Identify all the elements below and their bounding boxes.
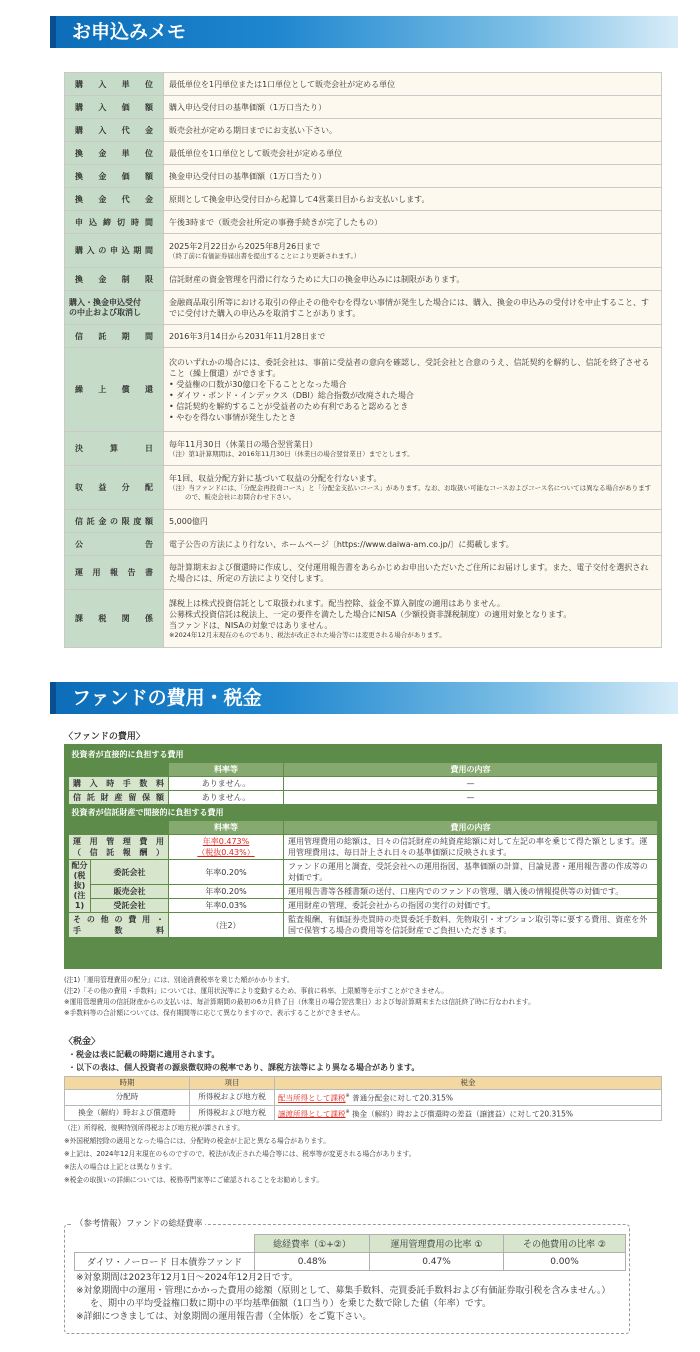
list-item: • ダイワ・ボンド・インデックス（DBI）総合指数が改廃された場合 [169, 390, 656, 401]
memo-value: 購入申込受付日の基準価額（1万口当たり） [164, 96, 662, 119]
memo-value-text: 次のいずれかの場合には、委託会社は、事前に受益者の意向を確認し、受託会社と合意のうえ、信託契約を解約し、信託を終了させること（繰上償還）ができます。 [169, 357, 650, 378]
col-head: 総経費率（①+②） [255, 1235, 370, 1253]
memo-value: 最低単位を1円単位または1口単位として販売会社が定める単位 [164, 73, 662, 96]
table-row [69, 835, 658, 860]
tax-type: 譲渡所得として課税 [278, 1109, 346, 1118]
tax-when: 分配時 [65, 1090, 190, 1106]
allocation-key-line: 配分 [71, 861, 88, 870]
table-row [65, 1105, 662, 1121]
tax-sup: ※ [345, 1108, 350, 1115]
memo-key: 公告 [65, 533, 164, 556]
memo-value: 午後3時まで（販売会社所定の事務手続きが完了したもの） [164, 211, 662, 234]
tax-notes [64, 1122, 684, 1187]
fee-desc: 運用管理費用の総額は、日々の信託財産の純資産総額に対して左記の率を乗じて得た額とします。運用管理費用は、毎日計上され日々の基準価額に反映されます。 [284, 835, 658, 860]
fee-rate: 年率0.20% [169, 885, 284, 899]
fee-key: 信託財産留保額 [69, 791, 169, 805]
memo-key: 換金価額 [65, 165, 164, 188]
memo-note: ※2024年12月末現在のものであり、税法が改正された場合等には変更される場合があります。 [169, 630, 446, 639]
other-ratio: 0.00% [503, 1253, 625, 1271]
fee-rate-red: 年率0.473% [202, 837, 250, 846]
table-row [65, 466, 662, 510]
table-row [65, 510, 662, 533]
memo-value [164, 432, 662, 466]
table-row [65, 234, 662, 268]
memo-value: 2016年3月14日から2031年11月28日まで [164, 325, 662, 348]
col-head: 時期 [65, 1077, 190, 1090]
memo-note: （注）当ファンドには、「分配金再投資コース」と「分配金支払いコース」があります。なお、お取扱い可能なコースおよびコース名については異なる場合がありますので、販売会社にお問合わせ下さい。 [169, 484, 652, 501]
tax-bullet: ・税金は表に記載の時期に適用されます。 [68, 1050, 220, 1059]
fee-desc: — [284, 777, 658, 791]
memo-key: 購入単位 [65, 73, 164, 96]
footnote: (注2)「その他の費用・手数料」については、運用状況等により変動するため、事前に料率、上限額等を示すことができません。 [64, 987, 448, 995]
footnote: ※対象期間は2023年12月1日～2024年12月2日です。 [76, 1273, 298, 1283]
memo-value-text: 2025年2月22日から2025年8月26日まで [169, 241, 321, 251]
total-ratio: 0.48% [255, 1253, 370, 1271]
col-head: 項目 [190, 1077, 275, 1090]
fee-rate [169, 835, 284, 860]
memo-value: 信託財産の資金管理を円滑に行なうために大口の換金申込みには制限があります。 [164, 268, 662, 291]
memo-key: 換金代金 [65, 188, 164, 211]
memo-key: 決算日 [65, 432, 164, 466]
fee-key-line: その他の費用・ [73, 915, 164, 924]
fund-fees-label: 〈ファンドの費用〉 [64, 732, 145, 742]
reference-notes [76, 1272, 626, 1324]
memo-key-line: 購入・換金申込受付 [69, 297, 141, 307]
section-header-fees: ファンドの費用・税金 [50, 682, 678, 714]
table-row [65, 556, 662, 590]
tax-desc [275, 1105, 662, 1121]
fee-key: 購入時手数料 [69, 777, 169, 791]
list-item: • 信託契約を解約することが受益者のため有利であると認めるとき [169, 401, 656, 412]
fee-key [69, 835, 169, 860]
table-row [65, 142, 662, 165]
col-head: その他費用の比率 ② [503, 1235, 625, 1253]
table-row [69, 885, 658, 899]
memo-note: （終了前に有価証券届出書を提出することにより更新されます。） [169, 251, 361, 260]
col-head-desc: 費用の内容 [284, 821, 658, 835]
memo-value: 金融商品取引所等における取引の停止その他やむを得ない事情が発生した場合には、購入、換金の申込みの受付けを中止すること、すでに受付けた購入の申込みを取消すことがあります。 [164, 291, 662, 325]
list-item: • やむを得ない事情が発生したとき [169, 412, 656, 423]
tax-label: 〈税金〉 [64, 1037, 101, 1047]
fee-key-line: 手数料 [73, 926, 164, 935]
table-row [65, 268, 662, 291]
memo-key: 課税関係 [65, 590, 164, 648]
fee-desc: 監査報酬、有価証券売買時の売買委託手数料、先物取引・オプション取引等に要する費用、資産を外国で保管する場合の費用等を信託財産でご負担いただきます。 [284, 913, 658, 938]
table-row [69, 899, 658, 913]
memo-key [65, 291, 164, 325]
col-head: 運用管理費用の比率 ① [370, 1235, 504, 1253]
fee-key: 委託会社 [91, 860, 169, 885]
table-row [65, 590, 662, 648]
allocation-key [69, 860, 91, 913]
list-item: • 受益権の口数が30億口を下ることとなった場合 [169, 379, 656, 390]
memo-key-line: の中止および取消し [69, 307, 141, 317]
table-row [65, 211, 662, 234]
fee-desc: 運用財産の管理、委託会社からの指図の実行の対価です。 [284, 899, 658, 913]
table-row [65, 1077, 662, 1090]
memo-value [164, 234, 662, 268]
fee-rate-red: （税抜0.43%） [197, 848, 255, 857]
tax-type: 配当所得として課税 [278, 1093, 346, 1103]
tax-sup: ※ [345, 1093, 350, 1099]
blank-head [69, 821, 169, 835]
table-row [69, 913, 658, 938]
fee-table-indirect [68, 820, 658, 938]
table-row [69, 805, 658, 821]
table-row [65, 325, 662, 348]
table-row [69, 791, 658, 805]
table-row [75, 1253, 626, 1271]
memo-value-text: 毎年11月30日（休業日の場合翌営業日） [169, 439, 318, 449]
fee-table [68, 747, 658, 820]
fee-notes [64, 975, 684, 1019]
fee-key: 受託会社 [91, 899, 169, 913]
footnote: ※詳細につきましては、対象期間の運用報告書（全体版）をご覧下さい。 [76, 1312, 372, 1322]
fee-desc: — [284, 791, 658, 805]
memo-key: 購入代金 [65, 119, 164, 142]
memo-key: 繰上償還 [65, 348, 164, 432]
tax-desc-text: 換金（解約）時および償還時の差益（譲渡益）に対して20.315% [352, 1109, 573, 1118]
table-row [69, 763, 658, 777]
allocation-key-line: (税抜) [73, 871, 86, 890]
fee-rate: ありません。 [169, 791, 284, 805]
memo-value: 毎計算期末および償還時に作成し、交付運用報告書をあらかじめお申出いただいたご住所にお届けします。また、電子交付を選択された場合には、所定の方法により交付します。 [164, 556, 662, 590]
table-row [65, 119, 662, 142]
memo-value: 換金申込受付日の基準価額（1万口当たり） [164, 165, 662, 188]
redemption-conditions-list [169, 379, 656, 423]
fee-key-line: （信託報酬） [73, 848, 164, 857]
table-row [65, 432, 662, 466]
expense-ratio-table [74, 1234, 626, 1271]
table-row [65, 291, 662, 325]
tax-item: 所得税および地方税 [190, 1090, 275, 1106]
memo-value [164, 590, 662, 648]
memo-value [164, 348, 662, 432]
section-header-memo: お申込みメモ [50, 16, 678, 48]
tax-when: 換金（解約）時および償還時 [65, 1105, 190, 1121]
tax-table [64, 1076, 662, 1121]
fee-key-line: 運用管理費用 [73, 837, 164, 846]
fee-rate: 年率0.03% [169, 899, 284, 913]
blank-head [75, 1235, 255, 1253]
col-head-desc: 費用の内容 [284, 763, 658, 777]
footnote: (注1)「運用管理費用の配分」には、別途消費税率を乗じた額がかかります。 [64, 976, 294, 984]
table-row [65, 188, 662, 211]
fund-name: ダイワ・ノーロード 日本債券ファンド [75, 1253, 255, 1271]
col-head-rate: 料率等 [169, 763, 284, 777]
table-row [65, 96, 662, 119]
memo-value [164, 466, 662, 510]
memo-key: 収益分配 [65, 466, 164, 510]
col-head: 税金 [275, 1077, 662, 1090]
tax-desc-text: 普通分配金に対して20.315% [352, 1093, 453, 1103]
table-row [65, 533, 662, 556]
footnote: ※上記は、2024年12月末現在のものですので、税法が改正された場合等には、税率等が変更される場合があります。 [64, 1150, 416, 1158]
management-ratio: 0.47% [370, 1253, 504, 1271]
table-row [65, 165, 662, 188]
fee-desc: 運用報告書等各種書類の送付、口座内でのファンドの管理、購入後の情報提供等の対価です。 [284, 885, 658, 899]
tax-item: 所得税および地方税 [190, 1105, 275, 1121]
fee-rate: ありません。 [169, 777, 284, 791]
memo-key: 換金制限 [65, 268, 164, 291]
tax-desc [275, 1090, 662, 1106]
reference-label: （参考情報）ファンドの総経費率 [72, 1217, 205, 1229]
memo-key: 申込締切時間 [65, 211, 164, 234]
table-row [65, 73, 662, 96]
footnote: （注）所得税、復興特別所得税および地方税が課されます。 [64, 1124, 245, 1132]
memo-value-text: 公募株式投資信託は税法上、一定の要件を満たした場合にNISA（少額投資非課税制度）の適用対象となります。 [169, 609, 572, 619]
memo-table [64, 72, 662, 648]
memo-key: 信託期間 [65, 325, 164, 348]
memo-key: 信託金の限度額 [65, 510, 164, 533]
memo-key: 換金単位 [65, 142, 164, 165]
fee-rate: （注2） [169, 913, 284, 938]
col-head-rate: 料率等 [169, 821, 284, 835]
fee-key: 販売会社 [91, 885, 169, 899]
footnote: ※法人の場合は上記とは異なります。 [64, 1163, 177, 1171]
memo-value-text: 年1回、収益分配方針に基づいて収益の分配を行ないます。 [169, 474, 382, 483]
memo-key: 購入の申込期間 [65, 234, 164, 268]
table-row [69, 747, 658, 763]
memo-value-text: 当ファンドは、NISAの対象ではありません。 [169, 620, 333, 630]
fee-band-indirect: 投資者が信託財産で間接的に負担する費用 [69, 805, 658, 821]
footnote: ※運用管理費用の信託財産からの支払いは、毎計算期間の最初の6カ月終了日（休業日の場合翌営業日）および毎計算期末または信託終了時に行なわれます。 [64, 998, 535, 1006]
footnote: ※税金の取扱いの詳細については、税務専門家等にご確認されることをお勧めします。 [64, 1176, 324, 1184]
footnote: ※対象期間中の運用・管理にかかった費用の総額（原則として、募集手数料、売買委託手数料および有価証券取引税を含みません。）を、期中の平均受益権口数に期中の平均基準価額（1口当り）を乗じた数で除した値（年率）です。 [76, 1286, 611, 1309]
table-row [69, 777, 658, 791]
memo-value: 販売会社が定める期日までにお支払い下さい。 [164, 119, 662, 142]
fee-table-panel [64, 744, 662, 969]
table-row [65, 1090, 662, 1106]
memo-note: （注）第1計算期間は、2016年11月30日（休業日の場合翌営業日）までとします。 [169, 449, 414, 458]
memo-key: 購入価額 [65, 96, 164, 119]
memo-value-text: 課税上は株式投資信託として取扱われます。配当控除、益金不算入制度の適用はありません。 [169, 598, 505, 608]
fee-band-direct: 投資者が直接的に負担する費用 [69, 747, 658, 763]
fee-rate: 年率0.20% [169, 860, 284, 885]
blank-head [69, 763, 169, 777]
memo-value: 原則として換金申込受付日から起算して4営業日目からお支払いします。 [164, 188, 662, 211]
table-row [75, 1235, 626, 1253]
table-row [65, 348, 662, 432]
tax-bullet: ・以下の表は、個人投資者の源泉徴収時の税率であり、課税方法等により異なる場合があります。 [68, 1063, 420, 1072]
fee-key [69, 913, 169, 938]
memo-value: 電子公告の方法により行ない、ホームページ〔https://www.daiwa-am.co.jp/〕に掲載します。 [164, 533, 662, 556]
table-row [69, 821, 658, 835]
fee-desc: ファンドの運用と調査、受託会社への運用指図、基準価額の計算、目論見書・運用報告書の作成等の対価です。 [284, 860, 658, 885]
memo-key: 運用報告書 [65, 556, 164, 590]
footnote: ※手数料等の合計額については、保有期間等に応じて異なりますので、表示することができません。 [64, 1009, 364, 1017]
footnote: ※外国税額控除の適用となった場合には、分配時の税金が上記と異なる場合があります。 [64, 1137, 330, 1145]
memo-value: 最低単位を1口単位として販売会社が定める単位 [164, 142, 662, 165]
memo-value: 5,000億円 [164, 510, 662, 533]
table-row [69, 860, 658, 885]
allocation-key-line: (注1) [73, 891, 86, 910]
